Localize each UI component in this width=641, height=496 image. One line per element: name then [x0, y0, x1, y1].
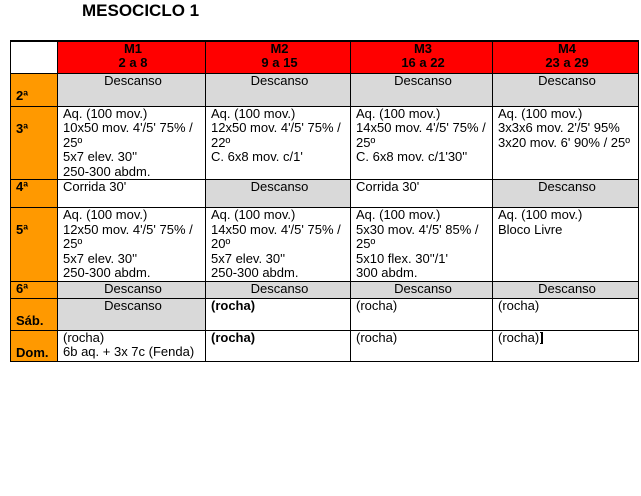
header-m3[interactable]: [351, 41, 493, 73]
day-label-text: 6ª: [16, 281, 29, 296]
rest-label: Descanso: [250, 281, 309, 296]
cell-m3-tuesday[interactable]: [351, 106, 493, 180]
microcycle-label: M4: [557, 41, 577, 56]
day-label-thursday[interactable]: [11, 208, 58, 282]
cell-m2-saturday[interactable]: [206, 298, 351, 330]
cell-line: (rocha): [211, 298, 256, 313]
cell-m4-thursday[interactable]: [493, 208, 639, 282]
cell-m2-wednesday[interactable]: [206, 180, 351, 208]
row-saturday: [11, 298, 639, 330]
cell-line: Aq. (100 mov.): [498, 207, 583, 222]
rest-label: Descanso: [394, 73, 452, 88]
rest-label: Descanso: [104, 281, 162, 296]
rest-label: Descanso: [394, 281, 452, 296]
cell-m3-sunday[interactable]: [351, 330, 493, 361]
cell-m1-wednesday[interactable]: [58, 180, 206, 208]
cell-line: 5x30 mov. 4'/5' 85% /: [356, 221, 479, 237]
cell-line: (rocha): [498, 298, 540, 313]
cell-line: Aq. (100 mov.): [63, 106, 148, 121]
row-friday: [11, 281, 639, 298]
cell-line: Aq. (100 mov.): [498, 106, 583, 121]
cell-line: 25º: [63, 134, 83, 150]
cell-line: 14x50 mov. 4'/5' 75% /: [211, 221, 341, 237]
cell-line: 3x20 mov. 6' 90% / 25º: [498, 134, 631, 150]
date-range: 2 a 8: [118, 55, 148, 70]
cell-m4-sunday[interactable]: [493, 330, 639, 361]
cell-line: 22º: [211, 134, 231, 150]
cell-line: (rocha): [211, 330, 256, 345]
cell-m2-thursday[interactable]: [206, 208, 351, 282]
header-row: [11, 41, 639, 73]
cell-line: Aq. (100 mov.): [211, 207, 296, 222]
row-monday: [11, 73, 639, 106]
corner-cell[interactable]: [11, 41, 58, 73]
cell-line: C. 6x8 mov. c/1'30'': [356, 149, 468, 164]
rest-label: Descanso: [250, 73, 309, 88]
cell-m1-friday[interactable]: [58, 281, 206, 298]
cell-line: 12x50 mov. 4'/5' 75% /: [211, 120, 341, 135]
cell-m2-tuesday[interactable]: [206, 106, 351, 180]
cell-line: 14x50 mov. 4'/5' 75% /: [356, 120, 486, 135]
day-label-text: Sáb.: [16, 312, 44, 328]
day-label-saturday[interactable]: [11, 298, 58, 330]
microcycle-label: M2: [270, 41, 289, 56]
rest-label: Descanso: [538, 179, 596, 194]
cell-m4-monday[interactable]: [493, 73, 639, 106]
cell-line: Aq. (100 mov.): [63, 207, 148, 222]
date-range: 16 a 22: [401, 55, 445, 70]
day-label-tuesday[interactable]: [11, 106, 58, 180]
rest-label: Descanso: [250, 179, 309, 194]
training-schedule-table: [10, 40, 639, 362]
cell-m4-tuesday[interactable]: [493, 106, 639, 180]
cell-m3-thursday[interactable]: [351, 208, 493, 282]
date-range: 23 a 29: [545, 55, 589, 70]
cell-m2-sunday[interactable]: [206, 330, 351, 361]
cell-line: 10x50 mov. 4'/5' 75% /: [63, 120, 193, 135]
day-label-text: Dom.: [16, 344, 49, 360]
cell-m4-friday[interactable]: [493, 281, 639, 298]
text-cursor: [540, 332, 543, 344]
rest-label: Descanso: [104, 298, 162, 313]
cell-line: (rocha): [63, 330, 105, 345]
cell-m2-friday[interactable]: [206, 281, 351, 298]
cell-m4-saturday[interactable]: [493, 298, 639, 330]
day-label-wednesday[interactable]: [11, 180, 58, 208]
cell-line: (rocha): [356, 298, 398, 313]
cell-m2-monday[interactable]: [206, 73, 351, 106]
cell-line: Aq. (100 mov.): [211, 106, 296, 121]
cell-m3-saturday[interactable]: [351, 298, 493, 330]
cell-line: Aq. (100 mov.): [356, 207, 441, 222]
page-title: MESOCICLO 1: [82, 1, 200, 20]
row-tuesday: [11, 106, 639, 180]
cell-line: 5x7 elev. 30'': [63, 250, 138, 266]
cell-m1-saturday[interactable]: [58, 298, 206, 330]
cell-line: 5x10 flex. 30''/1': [356, 250, 449, 266]
cell-m1-sunday[interactable]: [58, 330, 206, 361]
cell-line: C. 6x8 mov. c/1': [211, 149, 303, 164]
cell-line: 5x7 elev. 30'': [211, 250, 286, 266]
cell-line: 20º: [211, 236, 231, 251]
row-wednesday: [11, 180, 639, 208]
cell-line: Aq. (100 mov.): [356, 106, 441, 121]
rest-label: Descanso: [538, 281, 596, 296]
cell-line: 250-300 abdm.: [63, 163, 151, 179]
microcycle-label: M3: [413, 41, 433, 56]
row-thursday: [11, 208, 639, 282]
day-label-monday[interactable]: [11, 73, 58, 106]
cell-line: 5x7 elev. 30'': [63, 149, 138, 164]
cell-line: 250-300 abdm.: [211, 265, 299, 280]
cell-line: 300 abdm.: [356, 265, 418, 280]
cell-m1-thursday[interactable]: [58, 208, 206, 282]
microcycle-label: M1: [123, 41, 143, 56]
header-m2[interactable]: [206, 41, 351, 73]
day-label-text: 5ª: [16, 222, 29, 237]
cell-line: 25º: [63, 236, 83, 251]
day-label-text: 3ª: [16, 120, 29, 136]
header-m1[interactable]: [58, 41, 206, 73]
cell-m1-tuesday[interactable]: [58, 106, 206, 180]
header-m4[interactable]: [493, 41, 639, 73]
cell-line: Corrida 30': [356, 179, 420, 194]
rest-label: Descanso: [538, 73, 596, 88]
cell-line: 6b aq. + 3x 7c (Fenda): [63, 344, 195, 359]
cell-m1-monday[interactable]: [58, 73, 206, 106]
cell-m3-monday[interactable]: [351, 73, 493, 106]
day-label-friday[interactable]: [11, 281, 58, 298]
cell-m3-friday[interactable]: [351, 281, 493, 298]
rest-label: Descanso: [104, 73, 162, 88]
cell-line: 25º: [356, 236, 376, 251]
cell-line-text: (rocha): [498, 330, 540, 345]
cell-line: 25º: [356, 134, 376, 150]
day-label-text: 4ª: [16, 179, 29, 194]
cell-line: 3x3x6 mov. 2'/5' 95%: [498, 120, 620, 135]
day-label-text: 2ª: [16, 87, 29, 103]
cell-m3-wednesday[interactable]: [351, 180, 493, 208]
cell-line: Bloco Livre: [498, 221, 563, 237]
date-range: 9 a 15: [261, 55, 298, 70]
cell-m4-wednesday[interactable]: [493, 180, 639, 208]
cell-line: 250-300 abdm.: [63, 265, 151, 280]
row-sunday: [11, 330, 639, 361]
cell-line: Corrida 30': [63, 179, 127, 194]
cell-line: 12x50 mov. 4'/5' 75% /: [63, 221, 193, 237]
cell-line-with-cursor: [498, 331, 636, 346]
day-label-sunday[interactable]: [11, 330, 58, 361]
cell-line: (rocha): [356, 330, 398, 345]
